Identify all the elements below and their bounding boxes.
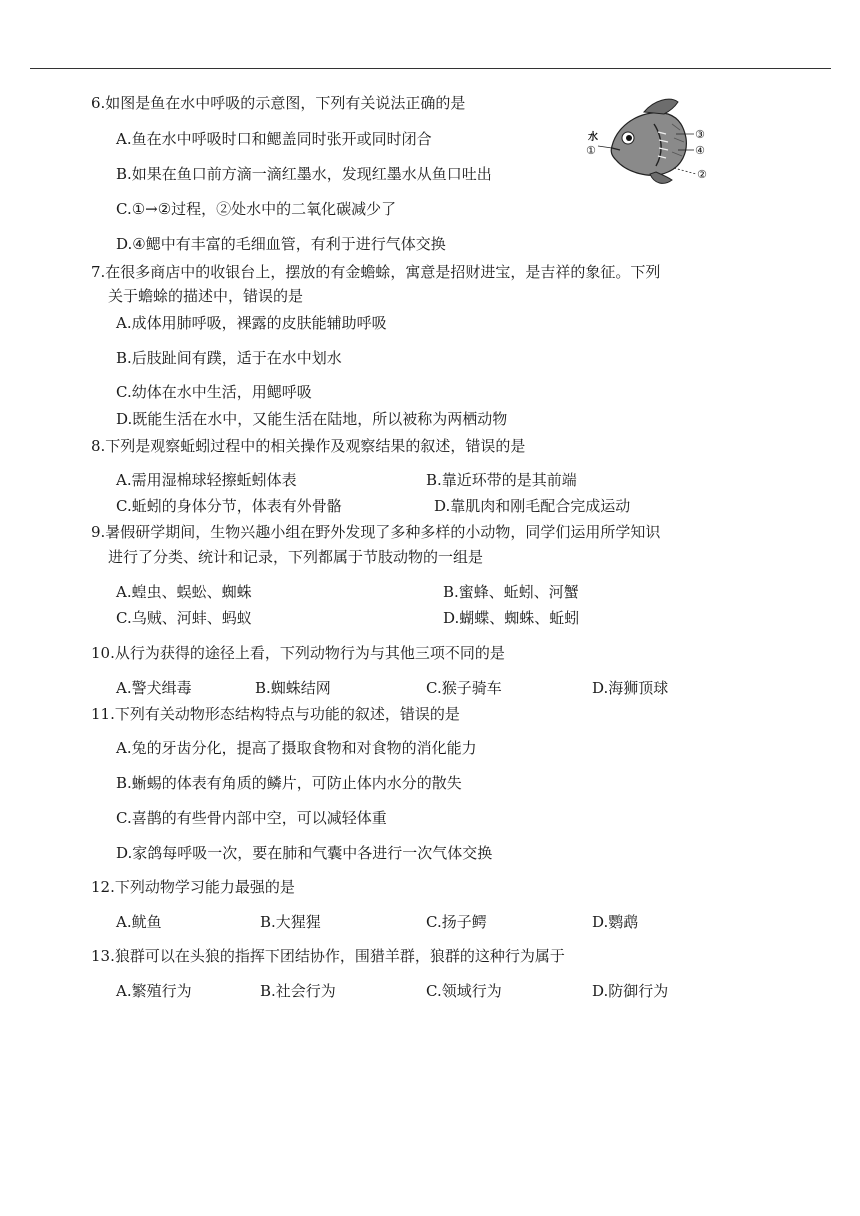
q13-option-b: B.社会行为 bbox=[260, 982, 336, 1000]
q11-option-a: A.兔的牙齿分化，提高了摄取食物和对食物的消化能力 bbox=[116, 739, 477, 757]
q11-option-d: D.家鸽每呼吸一次，要在肺和气囊中各进行一次气体交换 bbox=[116, 844, 493, 862]
q8-option-d: D.靠肌肉和刚毛配合完成运动 bbox=[434, 497, 631, 515]
q12-stem: 12.下列动物学习能力最强的是 bbox=[91, 878, 295, 896]
figure-label-1: ① bbox=[586, 144, 596, 157]
q12-option-d: D.鹦鹉 bbox=[592, 913, 639, 931]
q11-option-c: C.喜鹊的有些骨内部中空，可以减轻体重 bbox=[116, 809, 387, 827]
q9-stem-line1: 9.暑假研学期间，生物兴趣小组在野外发现了多种多样的小动物，同学们运用所学知识 bbox=[91, 523, 661, 541]
fish-body bbox=[611, 113, 686, 176]
q10-stem: 10.从行为获得的途径上看，下列动物行为与其他三项不同的是 bbox=[91, 644, 505, 662]
q12-option-a: A.鱿鱼 bbox=[116, 913, 162, 931]
q7-stem-line1: 7.在很多商店中的收银台上，摆放的有金蟾蜍，寓意是招财进宝，是吉祥的象征。下列 bbox=[91, 263, 661, 281]
q9-option-b: B.蜜蜂、蚯蚓、河蟹 bbox=[443, 583, 579, 601]
fish-fin bbox=[644, 99, 678, 114]
q6-stem: 6.如图是鱼在水中呼吸的示意图，下列有关说法正确的是 bbox=[91, 94, 466, 112]
figure-label-3: ③ bbox=[695, 128, 705, 141]
q7-stem-line2: 关于蟾蜍的描述中，错误的是 bbox=[108, 287, 304, 305]
q8-option-a: A.需用湿棉球轻擦蚯蚓体表 bbox=[116, 471, 297, 489]
q7-option-c: C.幼体在水中生活，用鳃呼吸 bbox=[116, 383, 312, 401]
q8-option-b: B.靠近环带的是其前端 bbox=[426, 471, 577, 489]
q7-option-a: A.成体用肺呼吸，裸露的皮肤能辅助呼吸 bbox=[116, 314, 387, 332]
q7-option-d: D.既能生活在水中，又能生活在陆地，所以被称为两栖动物 bbox=[116, 410, 508, 428]
q12-option-c: C.扬子鳄 bbox=[426, 913, 487, 931]
q6-option-d: D.④鳃中有丰富的毛细血管，有利于进行气体交换 bbox=[116, 235, 446, 253]
fish-pupil bbox=[626, 135, 632, 141]
q10-option-a: A.警犬缉毒 bbox=[116, 679, 192, 697]
q6-option-b: B.如果在鱼口前方滴一滴红墨水，发现红墨水从鱼口吐出 bbox=[116, 165, 492, 183]
q12-option-b: B.大猩猩 bbox=[260, 913, 321, 931]
q6-option-c: C.①→②过程，②处水中的二氧化碳减少了 bbox=[116, 200, 397, 218]
fish-respiration-figure bbox=[584, 94, 712, 190]
figure-label-2: ② bbox=[697, 168, 707, 181]
header-rule bbox=[30, 68, 831, 69]
q8-stem: 8.下列是观察蚯蚓过程中的相关操作及观察结果的叙述，错误的是 bbox=[91, 437, 526, 455]
q13-option-a: A.繁殖行为 bbox=[116, 982, 192, 1000]
q13-option-c: C.领域行为 bbox=[426, 982, 502, 1000]
q13-option-d: D.防御行为 bbox=[592, 982, 669, 1000]
q10-option-d: D.海狮顶球 bbox=[592, 679, 669, 697]
q7-option-b: B.后肢趾间有蹼，适于在水中划水 bbox=[116, 349, 342, 367]
q9-option-d: D.蝴蝶、蜘蛛、蚯蚓 bbox=[443, 609, 580, 627]
figure-label-water: 水 bbox=[588, 132, 598, 143]
q8-option-c: C.蚯蚓的身体分节，体表有外骨骼 bbox=[116, 497, 342, 515]
q10-option-c: C.猴子骑车 bbox=[426, 679, 502, 697]
q11-stem: 11.下列有关动物形态结构特点与功能的叙述，错误的是 bbox=[91, 705, 460, 723]
q13-stem: 13.狼群可以在头狼的指挥下团结协作，围猎羊群，狼群的这种行为属于 bbox=[91, 947, 565, 965]
q6-option-a: A.鱼在水中呼吸时口和鳃盖同时张开或同时闭合 bbox=[116, 130, 432, 148]
figure-label-4: ④ bbox=[695, 144, 705, 157]
q9-option-a: A.蝗虫、蜈蚣、蜘蛛 bbox=[116, 583, 252, 601]
q10-option-b: B.蜘蛛结网 bbox=[255, 679, 331, 697]
q11-option-b: B.蜥蜴的体表有角质的鳞片，可防止体内水分的散失 bbox=[116, 774, 462, 792]
q9-stem-line2: 进行了分类、统计和记录，下列都属于节肢动物的一组是 bbox=[108, 548, 484, 566]
q9-option-c: C.乌贼、河蚌、蚂蚁 bbox=[116, 609, 252, 627]
